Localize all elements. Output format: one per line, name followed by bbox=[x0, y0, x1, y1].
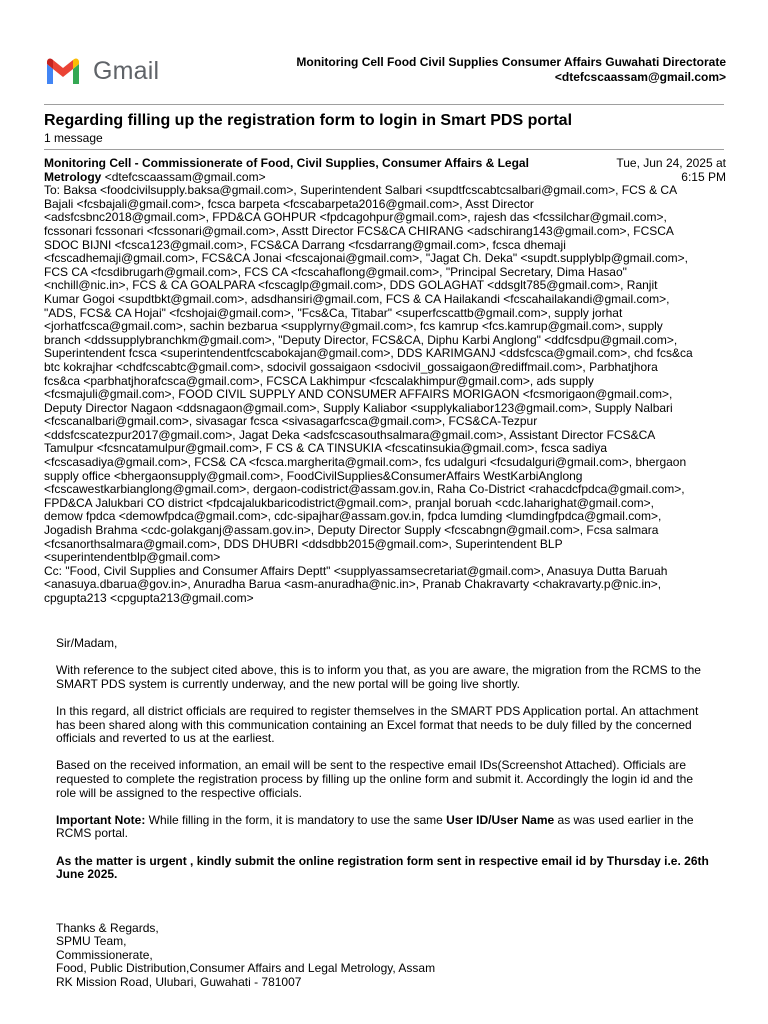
message-header bbox=[44, 157, 726, 606]
note-userid: User ID/User Name bbox=[446, 812, 555, 827]
gmail-wordmark: Gmail bbox=[93, 57, 160, 85]
note-text-1: While filling in the form, it is mandatory to use the same bbox=[145, 812, 447, 827]
signature: Thanks & Regards, SPMU Team, Commissionerate, Food, Public Distribution,Consumer Affairs and Legal Metrology, Assam RK Mission Road, Ulubari, Guwahati - 781007 bbox=[56, 920, 436, 990]
sender-name: Monitoring Cell - Commissionerate of Food, Civil Supplies, Consumer Affairs & Legal Metrology bbox=[44, 156, 529, 184]
thread-subject: Regarding filling up the registration form to login in Smart PDS portal bbox=[44, 112, 573, 129]
sender-email: <dtefcscaassam@gmail.com> bbox=[104, 169, 266, 184]
gmail-m-icon bbox=[44, 57, 82, 85]
header-divider bbox=[44, 104, 724, 105]
cc-recipients: Cc: "Food, Civil Supplies and Consumer Affairs Deptt" <supplyassamsecretariat@gmail.com>, Anasuya Dutta Baruah <anasuya.dbarua@gov.in>, Anuradha Barua <asm-anuradha@nic.in>, Pranab Chakravarty <chakravarty.p@nic.in>, cpgupta213 <cpgupta213@gmail.com> bbox=[44, 563, 668, 605]
note-text-2: as was used earlier in the RCMS portal. bbox=[56, 812, 694, 841]
body-paragraph-2: In this regard, all district officials are required to register themselves in the SMART PDS Application portal. An attachment has been shared along with this communication containing an Excel format that needs to be duly filled by the concerned officials and reverted to us at the earliest. bbox=[56, 703, 699, 746]
urgent-text: As the matter is urgent , kindly submit the online registration form sent in respective email id by Thursday i.e. 26th June 2025. bbox=[56, 853, 709, 882]
important-note bbox=[56, 814, 716, 841]
to-recipients: To: Baksa <foodcivilsupply.baksa@gmail.com>, Superintendent Salbari <supdtfcscabtcsalbari@gmail.com>, FCS & CA Bajali <fcsbajali@gmail.com>, fcsca barpeta <fcscabarpeta2016@gmail.com>, Asst Director <adsfcsbnc2018@gmail.com>, FPD&CA GOHPUR <fpdcagohpur@gmail.com>, rajesh das <fcssilchar@gmail.com>, fcssonari fcssonari <fcssonari@gmail.com>, Asstt Director FCS&CA CHIRANG <adschirang143@gmail.com>, FCSCA SDOC BIJNI <fcsca123@gmail.com>, FCS&CA Darrang <fcsdarrang@gmail.com>, fcsca dhemaji <fcscadhemaji@gmail.com>, FCS&CA Jonai <fcscajonai@gmail.com>, "Jagat Ch. Deka" <supdt.supplyblp@gmail.com>, FCS CA <fcsdibrugarh@gmail.com>, FCS CA <fcscahaflong@gmail.com>, "Principal Secretary, Dima Hasao" <nchill@nic.in>, FCS & CA GOALPARA <fcscaglp@gmail.com>, DDS GOLAGHAT <ddsglt785@gmail.com>, Ranjit Kumar Gogoi <supdtbkt@gmail.com>, adsdhansiri@gmail.com, FCS & CA Hailakandi <fcscahailakandi@gmail.com>, "ADS, FCS& CA Hojai" <fcshojai@gmail.com>, "Fcs&Ca, Titabar" <superfcscattb@gmail.com>, supply jorhat <jorhatfcsca@gmail.com>, sachin bezbarua <supplyrny@gmail.com>, fcs kamrup <fcs.kamrup@gmail.com>, supply branch <ddssupplybranchkm@gmail.com>, "Deputy Director, FCS&CA, Diphu Karbi Anglong" <ddfcsdpu@gmail.com>, Superintendent fcsca <superintendentfcscabokajan@gmail.com>, DDS KARIMGANJ <ddsfcsca@gmail.com>, chd fcs&ca btc kokrajhar <chdfcscabtc@gmail.com>, sdocivil gossaigaon <sdocivil_gossaigaon@rediffmail.com>, Parbhatjhora fcs&ca <parbhatjhorafcsca@gmail.com>, FCSCA Lakhimpur <fcscalakhimpur@gmail.com>, ads supply <fcsmajuli@gmail.com>, FOOD CIVIL SUPPLY AND CONSUMER AFFAIRS MORIGAON <fcsmorigaon@gmail.com>, Deputy Director Nagaon <ddsnagaon@gmail.com>, Supply Kaliabor <supplykaliabor123@gmail.com>, Supply Nalbari <fcscanalbari@gmail.com>, sivasagar fcsca <sivasagarfcsca@gmail.com>, FCS&CA-Tezpur <ddsfcscatezpur2017@gmail.com>, Jagat Deka <adsfcscasouthsalmara@gmail.com>, Assistant Director FCS&CA Tamulpur <fcsncatamulpur@gmail.com>, F CS & CA TINSUKIA <fcscatinsukia@gmail.com>, fcsca sadiya <fcscasadiya@gmail.com>, FCS& CA <fcsca.margherita@gmail.com>, fcs udalguri <fcsudalguri@gmail.com>, bhergaon supply office <bhergaonsupply@gmail.com>, FoodCivilSupplies&ConsumerAffairs WestKarbiAnglong <fcscawestkarbianglong@gmail.com>, dergaon-codistrict@assam.gov.in, Raha Co-District <rahacdcfpdca@gmail.com>, FPD&CA Jalukbari CO district <fpdcajalukbaricodistrict@gmail.com>, pranjal boruah <cdc.laharighat@gmail.com>, demow fpdca <demowfpdca@gmail.com>, cdc-sipajhar@assam.gov.in, fpdca lumding <lumdingfpdca@gmail.com>, Jogadish Brahma <cdc-golakganj@assam.gov.in>, Deputy Director Supply <fcscabngn@gmail.com>, Fcsa salmara <fcsanorthsalmara@gmail.com>, DDS DHUBRI <ddsdbb2015@gmail.com>, Superintendent BLP <superintendentblp@gmail.com> bbox=[44, 183, 693, 565]
body-paragraph-1: With reference to the subject cited above, this is to inform you that, as you are aware, the migration from the RCMS to the SMART PDS system is currently underway, and the new portal will be going live shortly. bbox=[56, 663, 701, 691]
account-name: Monitoring Cell Food Civil Supplies Consumer Affairs Guwahati Directorate bbox=[296, 55, 726, 69]
message-body bbox=[56, 637, 716, 990]
print-header bbox=[44, 52, 726, 88]
urgent-notice bbox=[56, 855, 716, 882]
gmail-logo bbox=[44, 55, 166, 87]
subject-divider bbox=[44, 149, 724, 150]
body-paragraph-3: Based on the received information, an email will be sent to the respective email IDs(Screenshot Attached). Officials are requested to complete the registration process by filling up the online form and submit it. Accordingly the login id and the role will be assigned to the respective officials. bbox=[56, 758, 694, 800]
salutation: Sir/Madam, bbox=[56, 636, 118, 650]
note-label: Important Note: bbox=[56, 812, 146, 827]
message-date: Tue, Jun 24, 2025 at 6:15 PM bbox=[616, 156, 726, 184]
account-email: <dtefcscaassam@gmail.com> bbox=[554, 70, 726, 84]
account-info bbox=[256, 55, 726, 85]
message-count: 1 message bbox=[44, 131, 103, 145]
sender bbox=[44, 157, 574, 184]
